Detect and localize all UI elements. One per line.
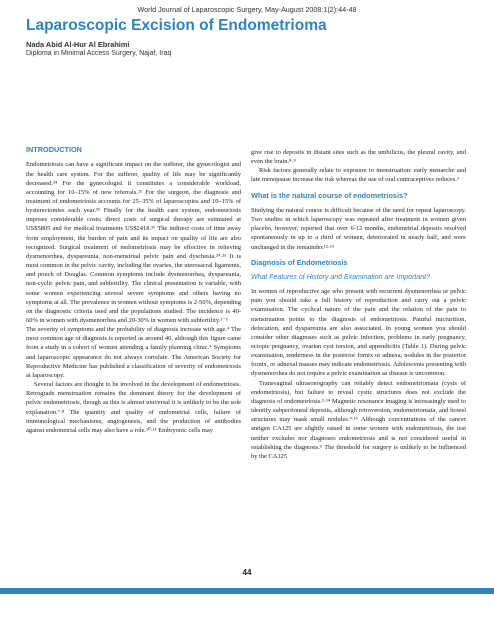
diagnosis-heading: Diagnosis of Endometriosis — [251, 257, 348, 267]
paragraph: give rise to deposits in distant sites such as the umbilicus, the pleural cavity, and even the brain.⁸·⁹ — [251, 149, 466, 166]
paragraph: Transvaginal ultrasonography can reliably detect endometriomata (cysts of endometriosis), but failure to reveal cystic structures does not exclude the diagnosis of endometriosis.³·¹⁴ Magnetic resonance imaging is increasingly used to identify subperitoneal deposits, although retroversion, endometriomata, and bowel structures may mask small nodules.⁴·¹⁵ Although concentrations of the cancer antigen CA125 are slightly raised in some women with endometriosis, the test neither excludes nor diagnoses endometriosis and is not considered useful in establishing the diagnosis.⁵ The threshold for surgery is unlikely to be influenced by the CA125 — [251, 379, 466, 460]
right-column — [251, 148, 466, 461]
author-affiliation: Diploma in Minimal Access Surgery, Najaf, Iraq — [26, 50, 172, 57]
article-title: Laparoscopic Excision of Endometrioma — [26, 17, 327, 34]
footer-rule — [0, 588, 494, 594]
paragraph: Several factors are thought to be involved in the development of endometriosis. Retrograde menstruation remains the dominant theory for the development of pelvic endometriosis, though as this is almost universal it is unlikely to be the sole explanation.⁷·⁸ The quantity and quality of endometrial cells, failure of immunological mechanisms, angiogenesis, and the production of antibodies against endometrial cells may also have a role.¹⁰·¹¹ Embryonic cells may — [26, 381, 241, 434]
natural-course-heading: What is the natural course of endometriosis? — [251, 190, 408, 200]
paragraph: In women of reproductive age who present with recurrent dysmenorrhea or pelvic pain you should take a full history of reproduction and carry out a pelvic examination. The cyclical nature of the pain and the relation of the pain to menstruation points to the diagnosis of endometriosis. Painful micturition, defecation, and dyspareunia are also associated. In young women you should consider other diagnoses such as pelvic infection, problems in early pregnancy, ectopic pregnancy, ovarian cyst torsion, and appendicitis (Table 1). During pelvic examination, tenderness in the posterior fornix or adnexa, nodules in the posterior fornix, or adnexal masses may indicate endometriosis. Adolescents presenting with dysmenorrhea do not require a pelvic examination as disease is uncommon. — [251, 288, 466, 378]
paragraph: Endometriosis can have a significant impact on the sufferer, the gynecologist and the health care system. For the sufferer, quality of life may be significantly decreased.²⁴ For the gynecologist it constitutes a considerable workload, accounting for 10–15% of new referrals.²⁵ For the surgeon, the diagnosis and treatment of endometriosis accounts for 25–35% of laparoscopies and 10–15% of hysterectomies each year.²⁵ Finally for the health care system, endometriosis imposes considerable costs; direct costs of surgical therapy are estimated at US$5805 and for medical treatments US$2418.²⁶ The indirect costs of time away from employment, the burden of pain and its impact on quality of life are also recognized. Surgical treatment of endometriosis may be effective in relieving dysmenorrhea, dyspareunia, non-menstrual pelvic pain and dyschesia.²⁴·²⁵ It is most common in the pelvic cavity, including the ovaries, the uterosacral ligaments, and pouch of Douglas. Common symptoms include dysmenorrhea, dyspareunia, non-cyclic pelvic pain, and subfertility. The clinical presentation is variable, with some women experiencing several severe symptoms and others having no symptoms at all. The prevalence in women without symptoms is 2-50%, depending on the diagnostic criteria used and the populations studied. The incidence is 40-60% in women with dysmenorrhea and 20-30% in women with subfertility.¹⁻⁵ — [26, 161, 241, 325]
paragraph: Risk factors generally relate to exposure to menstruation: early menarche and late menopause increase the risk whereas the use of oral contraceptives reduces.³ — [251, 167, 466, 184]
paragraph: The severity of symptoms and the probability of diagnosis increase with age.⁴ The most common age of diagnosis is reported as around 40, although this figure came from a study in a cohort of women attending a family planning clinic.⁵ Symptoms and laparoscopic appearance do not always correlate. The American Society for Reproductive Medicine has published a classification of severity of endometriosis at laparoscopy. — [26, 326, 241, 379]
intro-heading: INTRODUCTION — [26, 145, 82, 154]
left-column — [26, 145, 241, 435]
history-subheading: What Features of History and Examination are Important? — [251, 274, 430, 282]
page-number: 44 — [242, 568, 252, 577]
paragraph: Studying the natural course is difficult because of the need for repeat laparoscopy. Two studies in which laparoscopy was repeated after treatment in women given placebo, however, reported that over 6-12 months, endometrial deposits resolved spontaneously in up to a third of women, deteriorated in nearly half, and were unchanged in the remainder.¹²·¹³ — [251, 206, 466, 251]
author-name: Nada Abid Al-Hur Al Ebrahimi — [26, 40, 130, 49]
journal-header: World Journal of Laparoscopic Surgery, May-August 2008:1(2):44-48 — [137, 5, 357, 14]
